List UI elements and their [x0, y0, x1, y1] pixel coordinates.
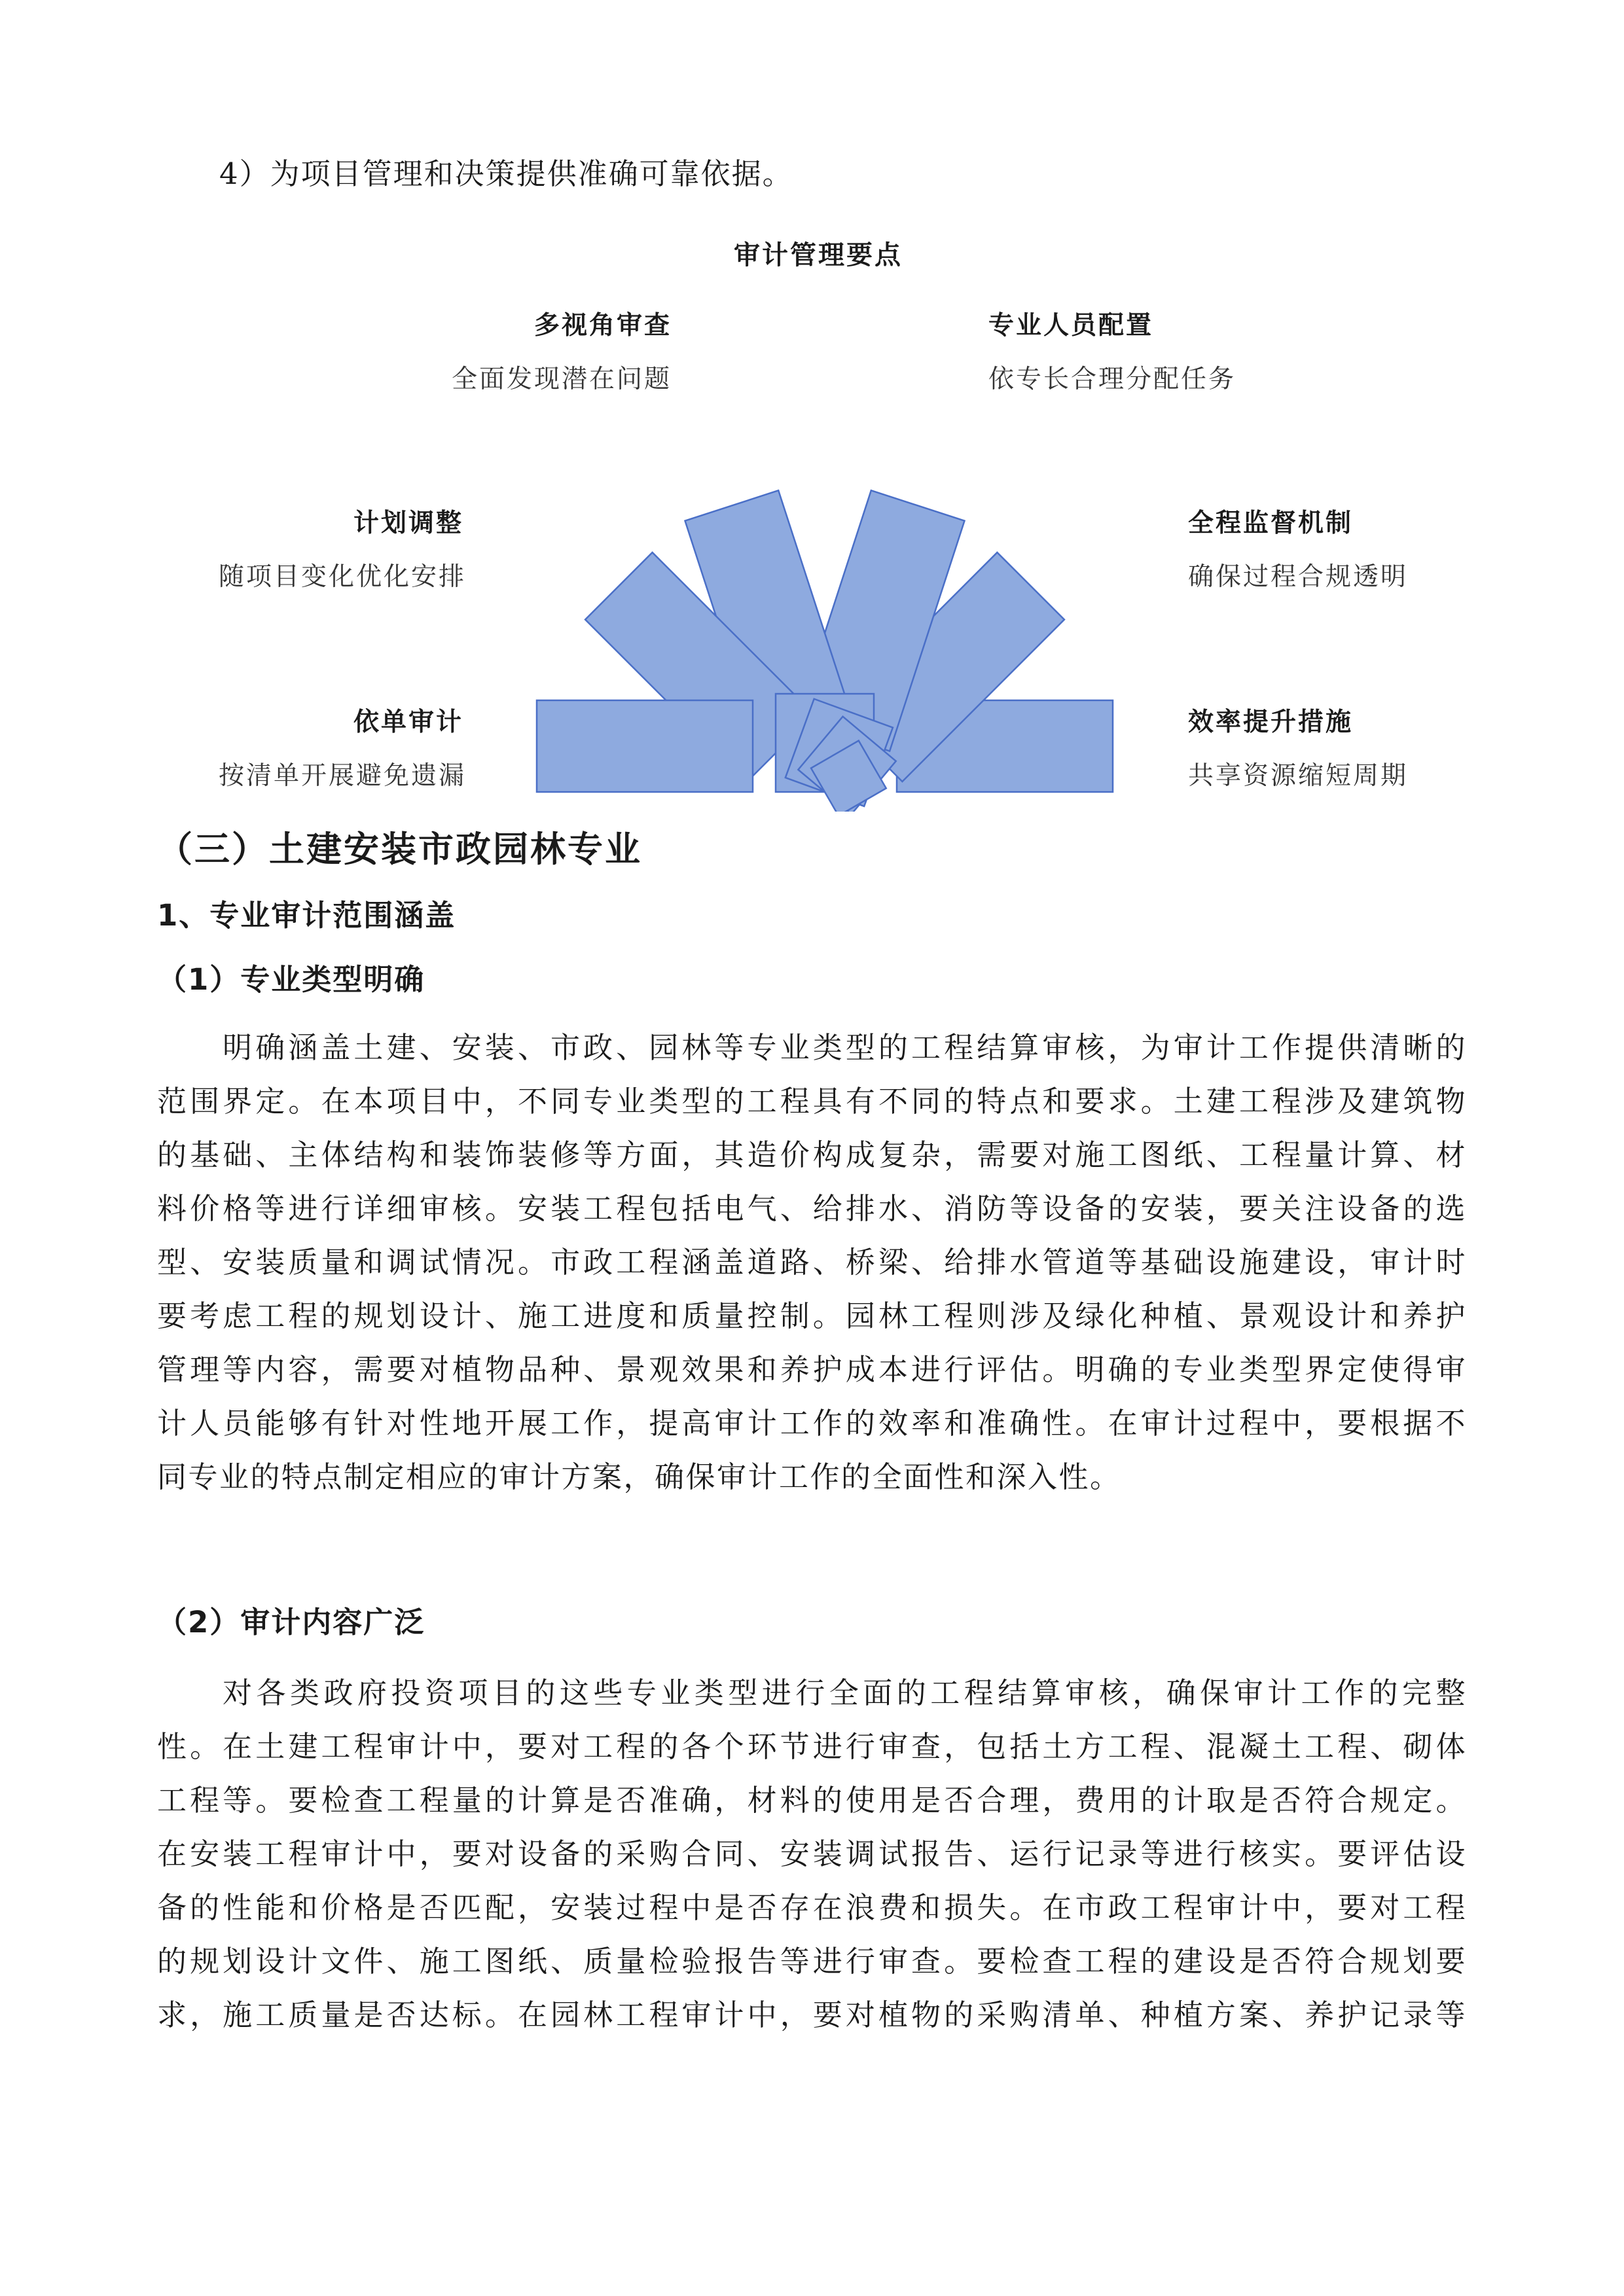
label-title-checklist-audit: 依单审计 — [353, 708, 464, 737]
label-desc-efficiency: 共享资源缩短周期 — [1188, 761, 1409, 791]
paragraph-line: 料价格等进行详细审核。安装工程包括电气、给排水、消防等设备的安装，要关注设备的选 — [157, 1191, 1467, 1226]
paragraph-line: 型、安装质量和调试情况。市政工程涵盖道路、桥梁、给排水管道等基础设施建设，审计时 — [157, 1245, 1467, 1280]
subsection-heading: 1、专业审计范围涵盖 — [157, 898, 456, 933]
paragraph-line: 工程等。要检查工程量的计算是否准确，材料的使用是否合理，费用的计取是否符合规定。 — [157, 1783, 1467, 1818]
paragraph-line: 备的性能和价格是否匹配，安装过程中是否存在浪费和损失。在市政工程审计中，要对工程 — [157, 1890, 1467, 1925]
diagram-title: 审计管理要点 — [734, 240, 903, 270]
paragraph-line: 管理等内容，需要对植物品种、景观效果和养护成本进行评估。明确的专业类型界定使得审 — [157, 1352, 1467, 1387]
audit-key-points-diagram — [196, 236, 1440, 812]
label-desc-supervision: 确保过程合规透明 — [1188, 562, 1409, 592]
item1-heading: （1）专业类型明确 — [157, 962, 425, 997]
blade-left — [537, 700, 753, 792]
label-title-plan-adjust: 计划调整 — [353, 509, 464, 538]
item2-paragraph — [157, 1666, 1467, 2042]
fan-group — [537, 490, 1113, 812]
label-desc-checklist-audit: 按清单开展避免遗漏 — [219, 761, 467, 791]
paragraph-line: 要考虑工程的规划设计、施工进度和质量控制。园林工程则涉及绿化种植、景观设计和养护 — [157, 1299, 1467, 1333]
paragraph-line: 明确涵盖土建、安装、市政、园林等专业类型的工程结算审核，为审计工作提供清晰的 — [223, 1030, 1467, 1065]
label-title-multi-view: 多视角审查 — [534, 311, 672, 340]
paragraph-line: 同专业的特点制定相应的审计方案，确保审计工作的全面性和深入性。 — [157, 1460, 1121, 1494]
label-title-supervision: 全程监督机制 — [1188, 509, 1354, 538]
label-desc-plan-adjust: 随项目变化优化安排 — [219, 562, 467, 592]
paragraph-line: 对各类政府投资项目的这些专业类型进行全面的工程结算审核，确保审计工作的完整 — [223, 1676, 1467, 1710]
paragraph-line: 在安装工程审计中，要对设备的采购合同、安装调试报告、运行记录等进行核实。要评估设 — [157, 1837, 1467, 1871]
label-desc-staffing: 依专长合理分配任务 — [988, 365, 1236, 394]
paragraph-line: 范围界定。在本项目中，不同专业类型的工程具有不同的特点和要求。土建工程涉及建筑物 — [157, 1084, 1467, 1119]
label-title-efficiency: 效率提升措施 — [1188, 708, 1354, 737]
paragraph-line: 的基础、主体结构和装饰装修等方面，其造价构成复杂，需要对施工图纸、工程量计算、材 — [157, 1138, 1467, 1172]
paragraph-line: 性。在土建工程审计中，要对工程的各个环节进行审查，包括土方工程、混凝土工程、砌体 — [157, 1729, 1467, 1764]
label-title-staffing: 专业人员配置 — [988, 311, 1154, 340]
label-desc-multi-view: 全面发现潜在问题 — [452, 365, 672, 394]
item1-paragraph — [157, 1021, 1467, 1504]
intro-line: 4）为项目管理和决策提供准确可靠依据。 — [219, 156, 793, 191]
paragraph-line: 计人员能够有针对性地开展工作，提高审计工作的效率和准确性。在审计过程中，要根据不 — [157, 1406, 1467, 1441]
fan-shapes — [196, 236, 1440, 812]
item2-heading: （2）审计内容广泛 — [157, 1605, 425, 1640]
paragraph-line: 求，施工质量是否达标。在园林工程审计中，要对植物的采购清单、种植方案、养护记录等 — [157, 1998, 1467, 2032]
paragraph-line: 的规划设计文件、施工图纸、质量检验报告等进行审查。要检查工程的建设是否符合规划要 — [157, 1944, 1467, 1979]
section-heading: （三）土建安装市政园林专业 — [157, 829, 642, 870]
